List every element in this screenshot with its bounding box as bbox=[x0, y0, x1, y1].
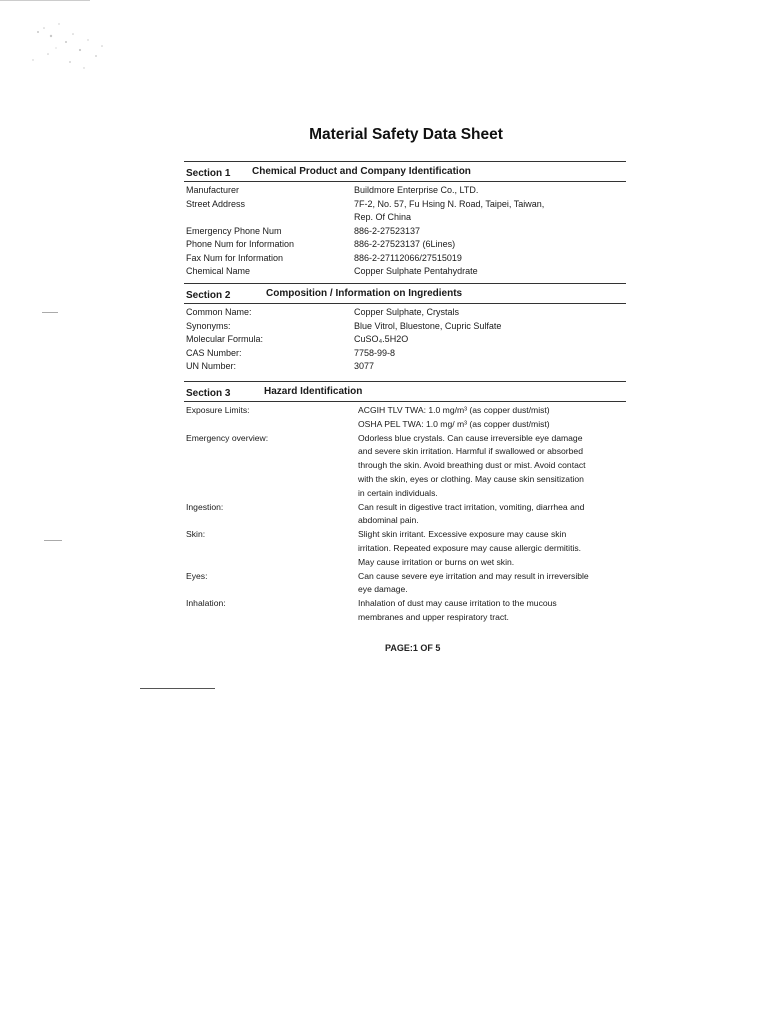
section-title: Composition / Information on Ingredients bbox=[266, 288, 463, 299]
field-value bbox=[354, 265, 626, 279]
field-value bbox=[358, 404, 626, 432]
field-value-line: OSHA PEL TWA: 1.0 mg/ m³ (as copper dust/mist) bbox=[358, 418, 550, 429]
field-value-line: ACGIH TLV TWA: 1.0 mg/m³ (as copper dust/mist) bbox=[358, 405, 550, 415]
section-number: Section 3 bbox=[186, 388, 231, 399]
field-value bbox=[358, 570, 626, 598]
field-value-line: through the skin. Avoid breathing dust or mist. Avoid contact bbox=[358, 460, 586, 471]
field-row bbox=[184, 184, 626, 198]
field-value bbox=[358, 501, 626, 529]
field-label: Synonyms: bbox=[186, 320, 231, 331]
field-value bbox=[354, 320, 626, 334]
field-value bbox=[354, 252, 626, 266]
field-row bbox=[184, 265, 626, 279]
section-number: Section 2 bbox=[186, 290, 231, 301]
field-value-line: 886-2-27523137 (6Lines) bbox=[354, 239, 456, 249]
field-value bbox=[354, 360, 626, 374]
field-label: Emergency Phone Num bbox=[186, 225, 282, 236]
field-label: Eyes: bbox=[186, 570, 208, 581]
field-value-line: and severe skin irritation. Harmful if swallowed or absorbed bbox=[358, 446, 583, 457]
section-rows bbox=[184, 304, 626, 374]
field-label: Street Address bbox=[186, 198, 246, 209]
field-value-line: 7F-2, No. 57, Fu Hsing N. Road, Taipei, Taiwan, bbox=[354, 198, 545, 209]
field-label: UN Number: bbox=[186, 361, 237, 371]
field-value-line: Buildmore Enterprise Co., LTD. bbox=[354, 185, 479, 195]
field-label: Ingestion: bbox=[186, 501, 224, 512]
field-label: Fax Num for Information bbox=[186, 252, 284, 263]
field-value-line: 886-2-27523137 bbox=[354, 225, 421, 236]
section-3 bbox=[184, 381, 626, 625]
section-rows bbox=[184, 182, 626, 279]
section-2 bbox=[184, 283, 626, 374]
section-header bbox=[184, 381, 626, 402]
field-row bbox=[184, 570, 626, 598]
field-row bbox=[184, 225, 626, 239]
field-label: Inhalation: bbox=[186, 598, 226, 609]
field-label: Phone Num for Information bbox=[186, 239, 295, 249]
field-value bbox=[358, 597, 626, 625]
field-label: Skin: bbox=[186, 529, 206, 540]
field-label: Emergency overview: bbox=[186, 432, 269, 443]
section-1 bbox=[184, 161, 626, 279]
field-value-line: Blue Vitrol, Bluestone, Cupric Sulfate bbox=[354, 320, 502, 331]
field-value-line: irritation. Repeated exposure may cause allergic dermititis. bbox=[358, 542, 582, 553]
field-value-line: Inhalation of dust may cause irritation to the mucous bbox=[358, 598, 557, 609]
section-header bbox=[184, 161, 626, 182]
document-title: Material Safety Data Sheet bbox=[309, 126, 503, 143]
field-row bbox=[184, 597, 626, 625]
field-value bbox=[354, 306, 626, 320]
field-value-line: 886-2-27112066/27515019 bbox=[354, 252, 462, 263]
field-value bbox=[354, 238, 626, 252]
field-label: Exposure Limits: bbox=[186, 405, 250, 415]
field-value-line: Rep. Of China bbox=[354, 212, 412, 222]
field-row bbox=[184, 306, 626, 320]
field-row bbox=[184, 252, 626, 266]
field-value-line: Slight skin irritant. Excessive exposure may cause skin bbox=[358, 529, 567, 540]
page-number: PAGE:1 OF 5 bbox=[385, 643, 441, 653]
field-value bbox=[354, 333, 626, 347]
field-value-line: with the skin, eyes or clothing. May cause skin sensitization bbox=[358, 473, 584, 484]
field-value-line: May cause irritation or burns on wet skin. bbox=[358, 556, 515, 567]
field-value bbox=[354, 347, 626, 361]
field-value-line: Copper Sulphate, Crystals bbox=[354, 307, 460, 317]
field-value-line: membranes and upper respiratory tract. bbox=[358, 611, 509, 622]
field-label: Common Name: bbox=[186, 307, 252, 317]
scan-left-edge-mark bbox=[42, 312, 58, 313]
field-value-line: eye damage. bbox=[358, 584, 408, 595]
field-value-line: 7758-99-8 bbox=[354, 347, 396, 358]
section-rows bbox=[184, 402, 626, 625]
field-value-line: Can result in digestive tract irritation, vomiting, diarrhea and bbox=[358, 501, 585, 512]
scan-speckle-mark bbox=[18, 12, 128, 82]
field-value bbox=[358, 432, 626, 501]
field-row bbox=[184, 198, 626, 225]
field-value-line: CuSO₄.5H2O bbox=[354, 334, 409, 344]
scan-edge-line bbox=[0, 0, 90, 1]
field-row bbox=[184, 238, 626, 252]
section-number: Section 1 bbox=[186, 168, 231, 179]
field-label: Manufacturer bbox=[186, 185, 240, 195]
section-title: Chemical Product and Company Identification bbox=[252, 166, 471, 177]
field-row bbox=[184, 404, 626, 432]
section-header bbox=[184, 283, 626, 304]
field-value bbox=[358, 528, 626, 569]
field-row bbox=[184, 528, 626, 569]
field-label: Molecular Formula: bbox=[186, 334, 264, 344]
field-value-line: Odorless blue crystals. Can cause irreversible eye damage bbox=[358, 432, 583, 443]
field-value bbox=[354, 184, 626, 198]
section-title: Hazard Identification bbox=[264, 386, 363, 397]
field-row bbox=[184, 333, 626, 347]
field-label: Chemical Name bbox=[186, 266, 251, 276]
field-value bbox=[354, 225, 626, 239]
field-row bbox=[184, 320, 626, 334]
field-value-line: 3077 bbox=[354, 361, 375, 371]
scan-dash-line bbox=[140, 688, 215, 689]
field-row bbox=[184, 501, 626, 529]
field-value-line: abdominal pain. bbox=[358, 515, 419, 526]
scan-left-edge-mark bbox=[44, 540, 62, 541]
field-value bbox=[354, 198, 626, 225]
field-row bbox=[184, 347, 626, 361]
field-row bbox=[184, 432, 626, 501]
field-value-line: Can cause severe eye irritation and may result in irreversible bbox=[358, 570, 589, 581]
field-label: CAS Number: bbox=[186, 347, 242, 358]
field-value-line: Copper Sulphate Pentahydrate bbox=[354, 266, 478, 276]
field-row bbox=[184, 360, 626, 374]
field-value-line: in certain individuals. bbox=[358, 487, 438, 498]
